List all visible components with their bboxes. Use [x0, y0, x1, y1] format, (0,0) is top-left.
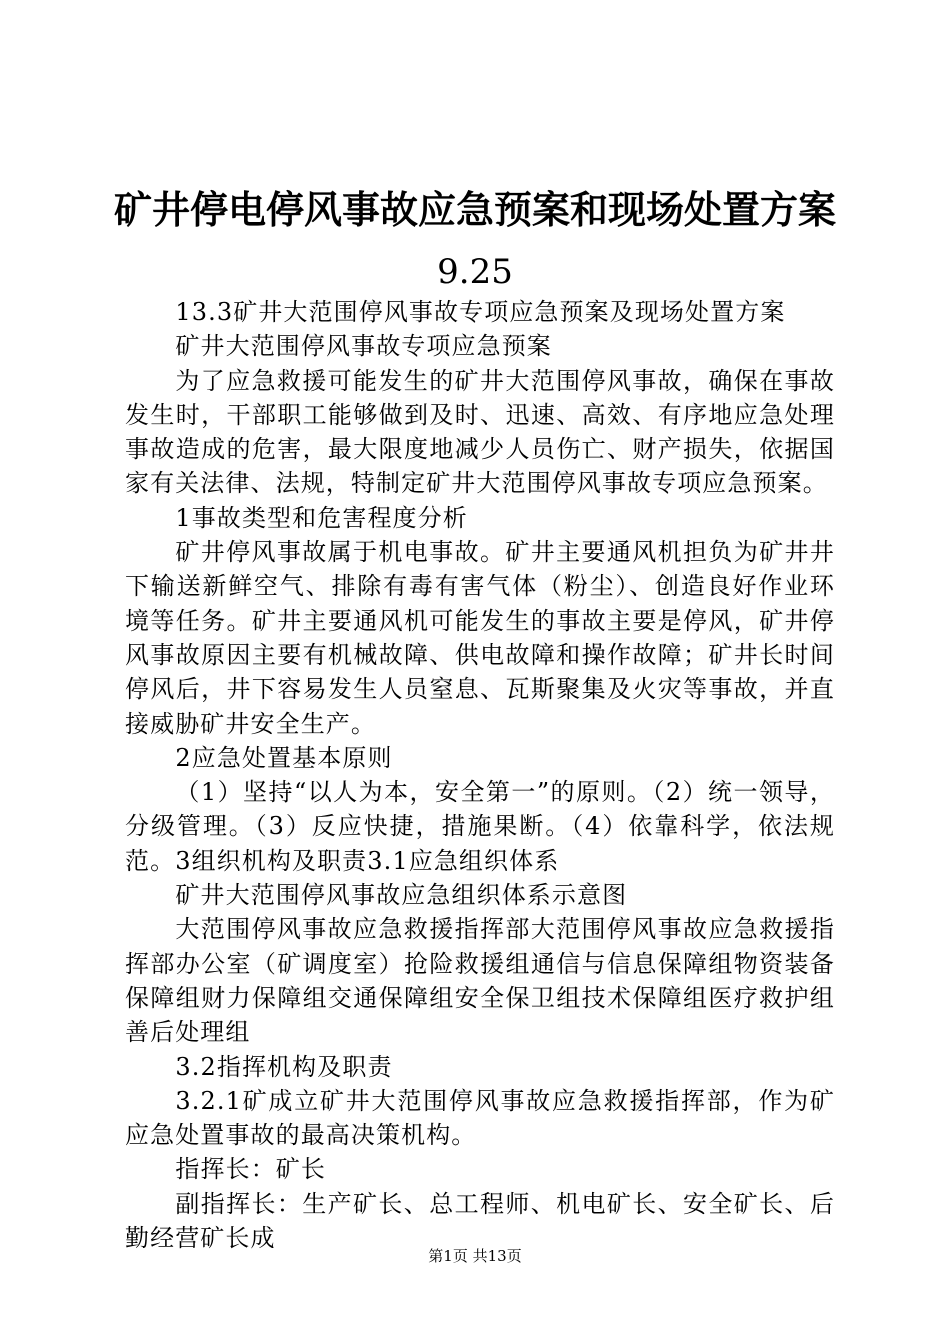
paragraph-subheading: 矿井大范围停风事故专项应急预案	[175, 332, 552, 361]
document-title: 矿井停电停风事故应急预案和现场处置方案	[113, 187, 836, 232]
paragraph-command: 3.2.1矿成立矿井大范围停风事故应急救援指挥部，作为矿应急处置事故的最高决策机构。	[125, 1086, 835, 1150]
paragraph-heading-2: 2应急处置基本原则	[175, 743, 393, 772]
paragraph-heading-3-2: 3.2指挥机构及职责	[175, 1052, 393, 1081]
document-title-suffix: 9.25	[437, 252, 513, 292]
page-footer: 第1页 共13页	[428, 1247, 522, 1265]
paragraph-deputy-commanders: 副指挥长：生产矿长、总工程师、机电矿长、安全矿长、后勤经营矿长成	[125, 1189, 835, 1253]
paragraph-purpose: 为了应急救援可能发生的矿井大范围停风事故，确保在事故发生时，干部职工能够做到及时、迅速、高效、有序地应急处理事故造成的危害，最大限度地减少人员伤亡、财产损失，依据国家有关法律、法规，特制定矿井大范围停风事故专项应急预案。	[125, 366, 835, 498]
paragraph-organization: 大范围停风事故应急救援指挥部大范围停风事故应急救援指挥部办公室（矿调度室）抢险救援组通信与信息保障组物资装备保障组财力保障组交通保障组安全保卫组技术保障组医疗救护组善后处理组	[125, 915, 835, 1047]
paragraph-heading-13-3: 13.3矿井大范围停风事故专项应急预案及现场处置方案	[175, 298, 786, 326]
paragraph-diagram-caption: 矿井大范围停风事故应急组织体系示意图	[175, 881, 628, 910]
paragraph-heading-1: 1事故类型和危害程度分析	[175, 503, 468, 532]
paragraph-principles: （1）坚持“以人为本，安全第一”的原则。（2）统一领导，分级管理。（3）反应快捷，措施果断。（4）依靠科学，依法规范。3组织机构及职责3.1应急组织体系	[125, 778, 835, 875]
paragraph-analysis: 矿井停风事故属于机电事故。矿井主要通风机担负为矿井井下输送新鲜空气、排除有毒有害气体（粉尘）、创造良好作业环境等任务。矿井主要通风机可能发生的事故主要是停风，矿井停风事故原因主要有机械故障、供电故障和操作故障；矿井长时间停风后，井下容易发生人员窒息、瓦斯聚集及火灾等事故，并直接威胁矿井安全生产。	[125, 538, 835, 738]
document-body	[125, 295, 835, 1255]
paragraph-commander: 指挥长：矿长	[175, 1155, 326, 1184]
